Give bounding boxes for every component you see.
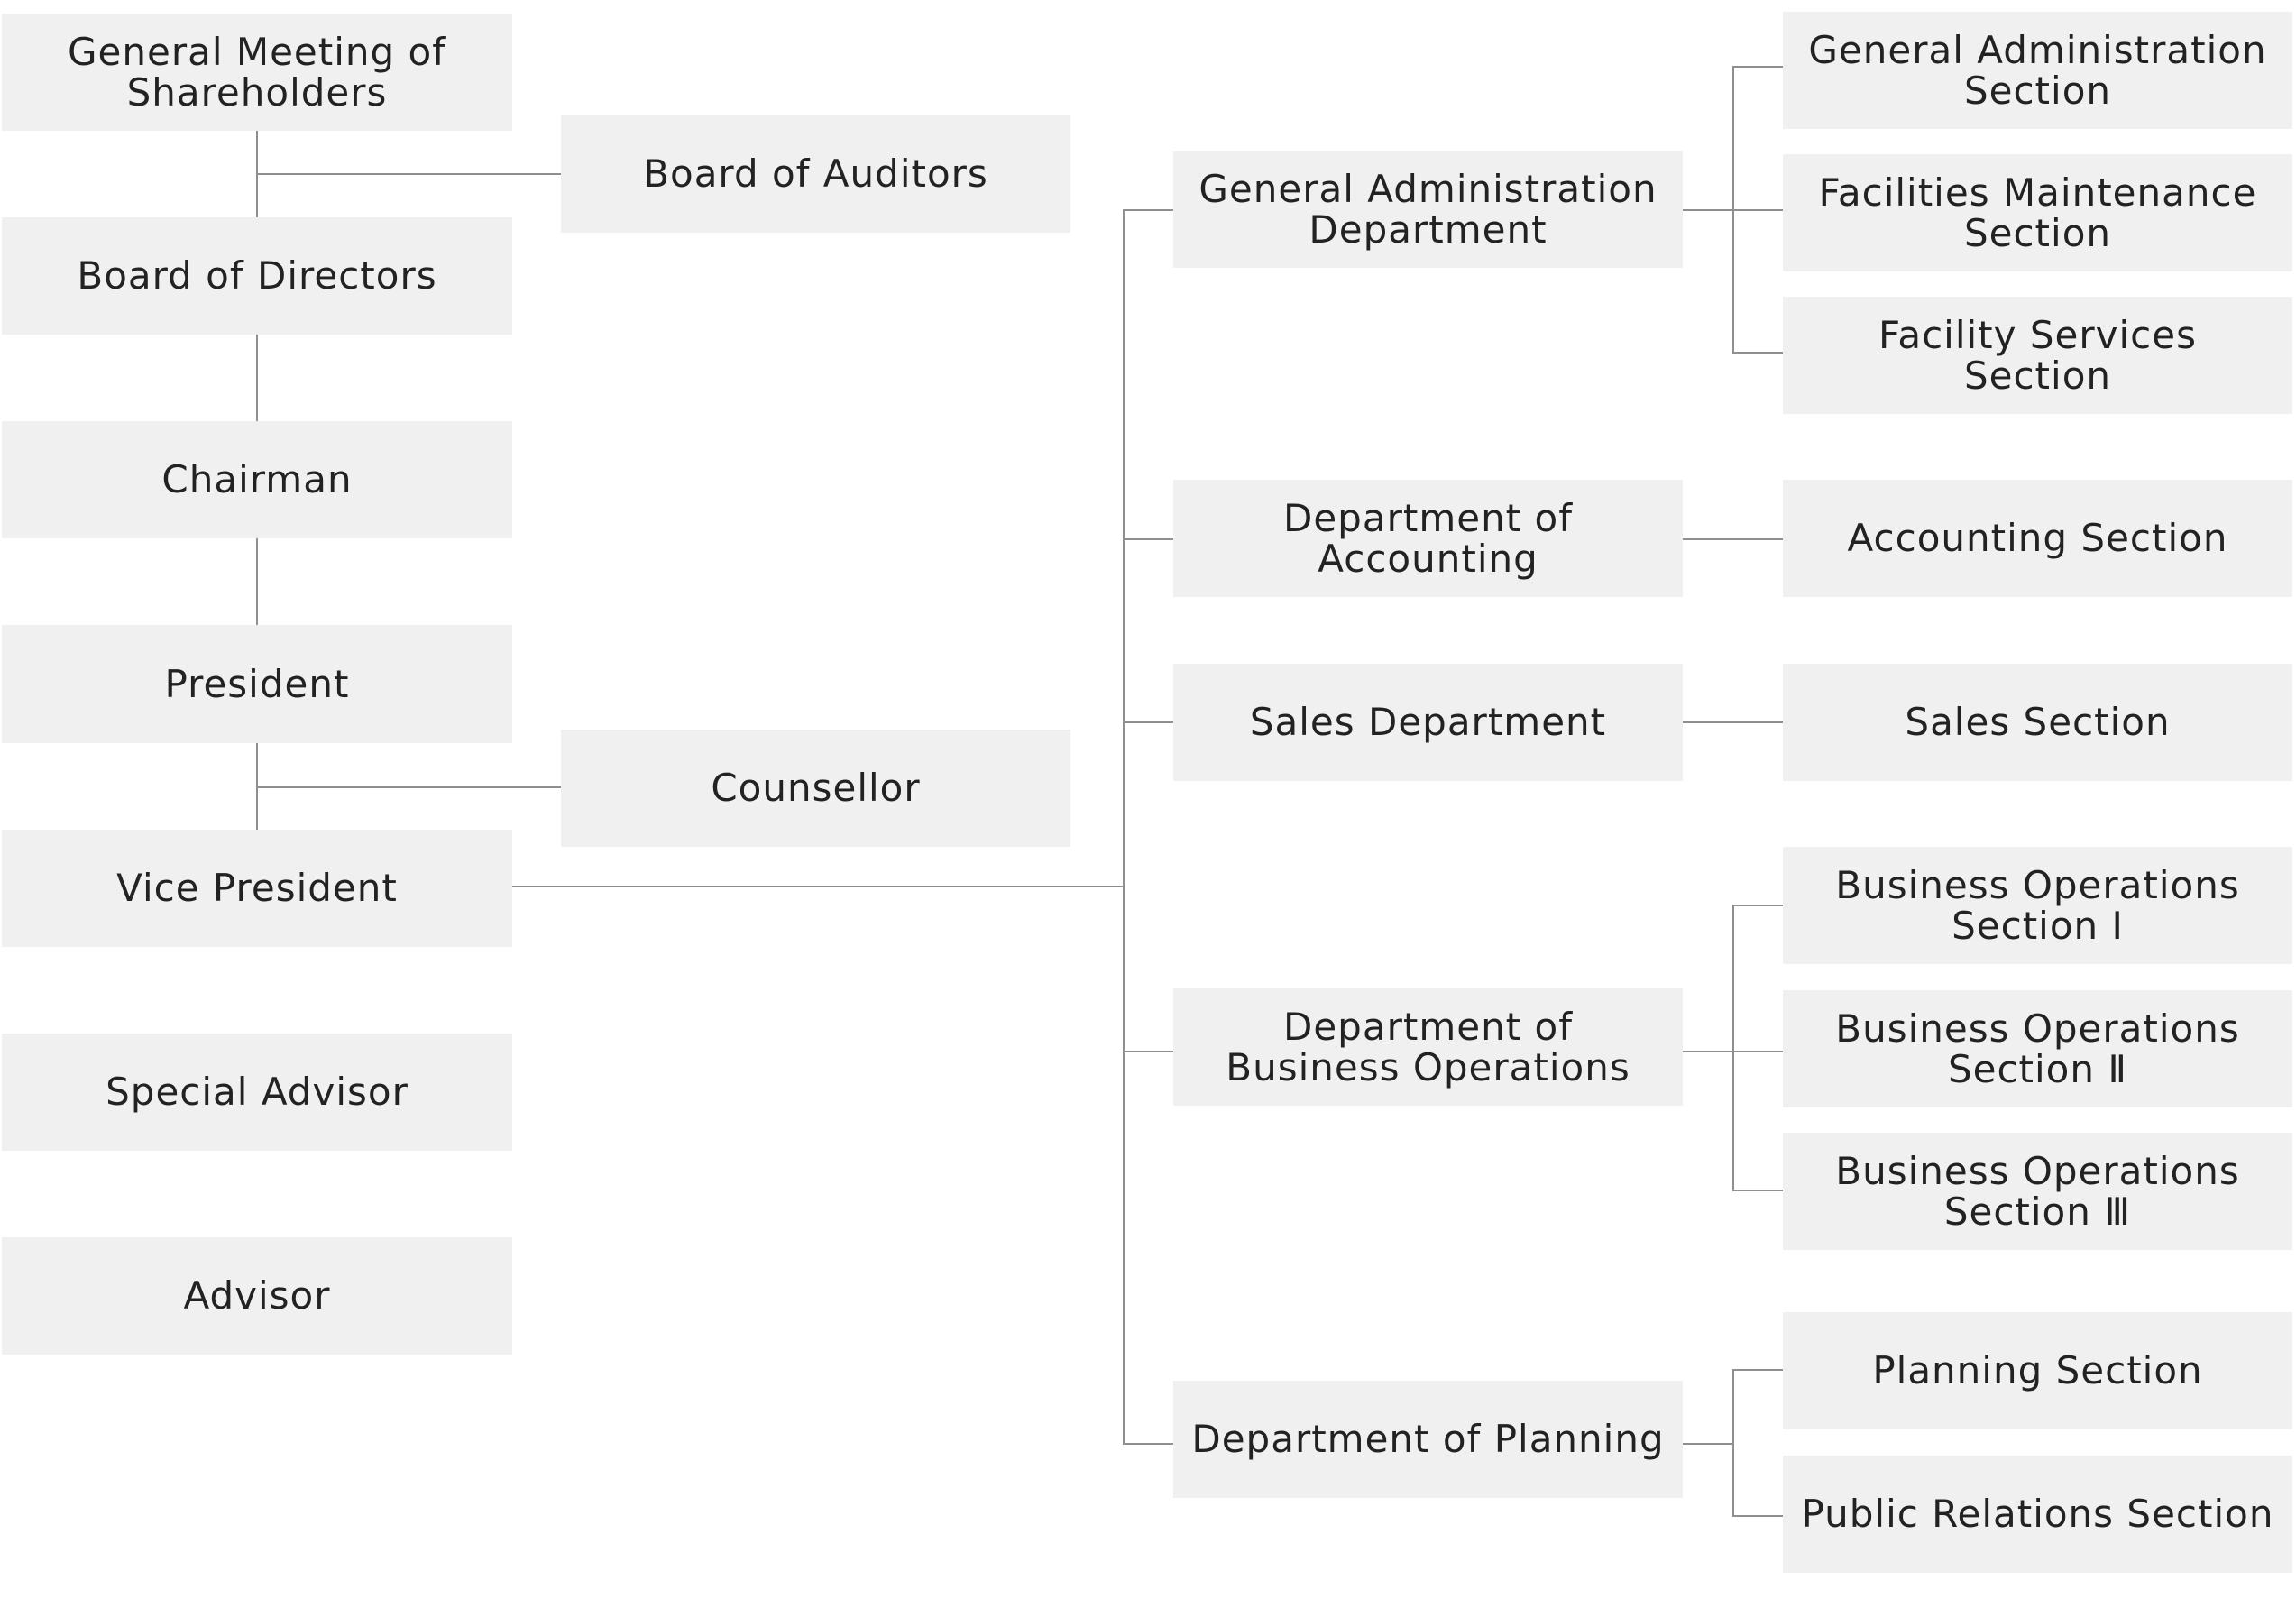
box-vice-president: Vice President xyxy=(2,830,512,947)
box-general-administration-department: General Administration Department xyxy=(1173,151,1683,268)
box-department-of-planning: Department of Planning xyxy=(1173,1381,1683,1498)
connector-line xyxy=(256,786,561,788)
box-counsellor: Counsellor xyxy=(561,730,1070,847)
box-accounting-section: Accounting Section xyxy=(1783,480,2292,597)
connector-line xyxy=(1732,209,1783,211)
box-planning-section: Planning Section xyxy=(1783,1312,2292,1429)
box-special-advisor: Special Advisor xyxy=(2,1034,512,1151)
connector-line xyxy=(256,335,258,421)
connector-line xyxy=(1732,66,1783,68)
box-chairman: Chairman xyxy=(2,421,512,538)
connector-line xyxy=(1732,1515,1783,1517)
connector-line xyxy=(1732,905,1783,906)
box-general-meeting-of-shareholders: General Meeting of Shareholders xyxy=(2,14,512,131)
box-board-of-auditors: Board of Auditors xyxy=(561,115,1070,233)
box-business-operations-section-2: Business Operations Section Ⅱ xyxy=(1783,990,2292,1107)
connector-line xyxy=(1123,209,1173,211)
connector-line xyxy=(1123,1051,1173,1052)
connector-line xyxy=(1683,1051,1733,1052)
connector-line xyxy=(1732,905,1734,1190)
box-business-operations-section-1: Business Operations Section Ⅰ xyxy=(1783,847,2292,964)
connector-line xyxy=(1732,352,1783,354)
box-general-administration-section: General Administration Section xyxy=(1783,12,2292,129)
box-public-relations-section: Public Relations Section xyxy=(1783,1456,2292,1573)
connector-line xyxy=(1123,1443,1173,1445)
box-president: President xyxy=(2,625,512,743)
box-department-of-accounting: Department of Accounting xyxy=(1173,480,1683,597)
connector-line xyxy=(1123,538,1173,540)
connector-line xyxy=(1683,209,1733,211)
box-business-operations-section-3: Business Operations Section Ⅲ xyxy=(1783,1133,2292,1250)
box-sales-section: Sales Section xyxy=(1783,664,2292,781)
connector-line xyxy=(1123,721,1173,723)
box-board-of-directors: Board of Directors xyxy=(2,217,512,335)
box-advisor: Advisor xyxy=(2,1237,512,1355)
box-department-of-business-operations: Department of Business Operations xyxy=(1173,988,1683,1106)
connector-line xyxy=(1732,1190,1783,1191)
connector-line xyxy=(256,538,258,625)
connector-line xyxy=(1123,209,1125,1444)
connector-line xyxy=(1683,538,1783,540)
connector-line xyxy=(1683,721,1783,723)
connector-line xyxy=(512,886,1124,887)
connector-line xyxy=(1732,1369,1783,1371)
box-sales-department: Sales Department xyxy=(1173,664,1683,781)
box-facility-services-section: Facility Services Section xyxy=(1783,297,2292,414)
connector-line xyxy=(256,173,561,175)
connector-line xyxy=(1683,1443,1733,1445)
box-facilities-maintenance-section: Facilities Maintenance Section xyxy=(1783,154,2292,271)
connector-line xyxy=(1732,1051,1783,1052)
connector-line xyxy=(1732,1369,1734,1516)
